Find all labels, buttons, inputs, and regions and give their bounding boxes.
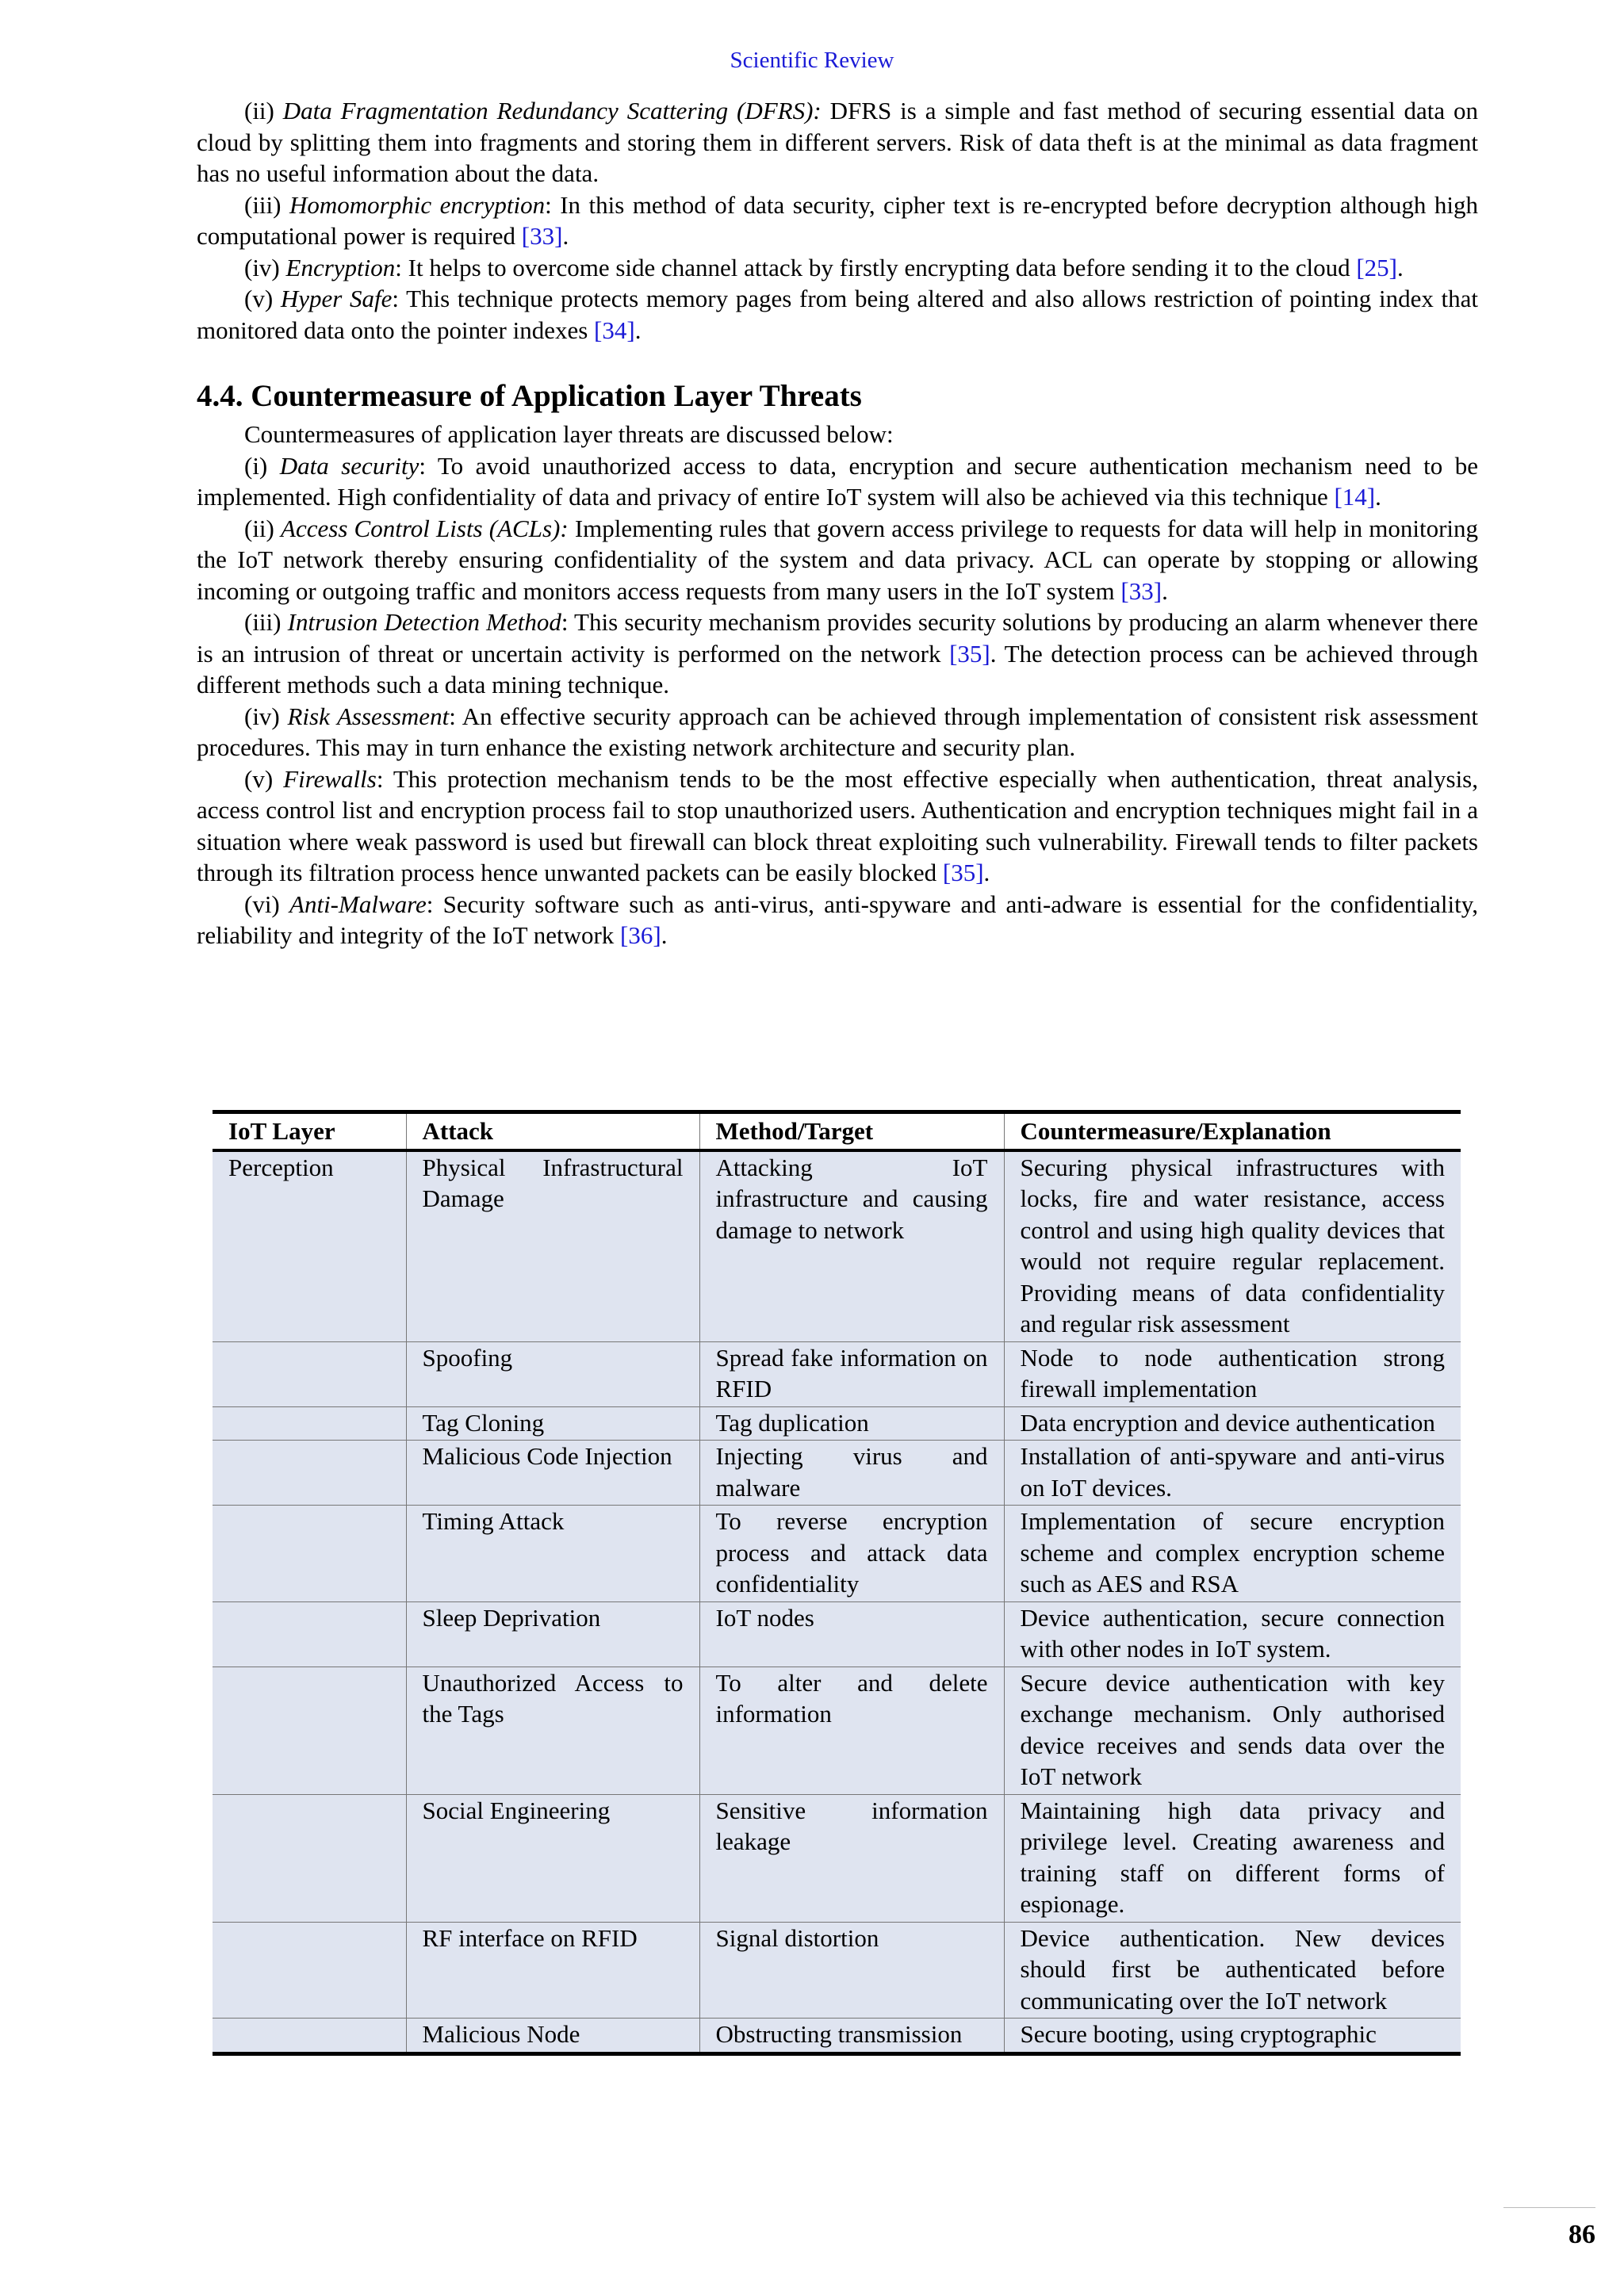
article-body [197,95,1478,951]
citation-link[interactable]: [35] [949,639,990,668]
item-number: (v) [244,285,274,312]
item-term: Data Fragmentation Redundancy Scattering (DFRS): [282,97,822,124]
item-text: : This security mechanism provides security solutions by producing an alarm whenever there is an intrusion of threat or uncertain activity is performed on the network [197,608,1478,668]
cell-iot-layer [213,1406,406,1441]
header-method-target: Method/Target [699,1112,1004,1150]
cell-countermeasure: Secure booting, using cryptographic [1004,2019,1461,2054]
item-text: : It helps to overcome side channel attack by firstly encrypting data before sending it to the cloud [395,253,1357,281]
citation-link[interactable]: [25] [1356,253,1397,281]
cell-iot-layer [213,1506,406,1602]
paragraph [197,95,1478,189]
citation-link[interactable]: [33] [1120,576,1162,605]
header-attack: Attack [406,1112,699,1150]
paragraph: (ii) Access Control Lists (ACLs): Implementing rules that govern access privilege to requests for data will help in monitoring the IoT network thereby ensuring confidentiality of the system and data privacy. ACL can operate by stopping or allowing incoming or outgoing traffic and monitors access requests from many users in the IoT system [33]. [197,514,1479,605]
item-term: Intrusion Detection Method [287,608,561,636]
item-term: Firewalls [283,764,377,793]
section-heading: 4.4. Countermeasure of Application Layer Threats [197,379,862,413]
item-text: : This protection mechanism tends to be the most effective especially when authentication, threat analysis, access control list and encryption process fail to stop unauthorized users. Authentication and encryption techniques might fail in a situation where weak password is used but firewall can block threat exploiting such vulnerability. Firewall tends to filter packets through its filtration process hence unwanted packets can be easily blocked [197,764,1478,886]
item-number: (ii) [244,97,274,124]
item-term: Risk Assessment [287,702,450,730]
item-term: Encryption [285,253,396,281]
item-term: Homomorphic encryption [289,190,546,219]
item-term: Anti-Malware [289,890,427,918]
table-row [213,1667,1461,1794]
item-number: (v) [244,764,274,793]
cell-countermeasure: Device authentication, secure connection with other nodes in IoT system. [1004,1601,1461,1667]
table-body [213,1150,1461,2054]
cell-method-target: Tag duplication [699,1406,1004,1441]
item-text: DFRS is a simple and fast method of securing essential data on cloud by splitting them into fragments and storing them in different servers. Risk of data theft is at the minimal as data fragment has no useful information about the data. [197,97,1478,187]
table-row [213,1150,1461,1342]
table-row [213,2019,1461,2054]
table-row [213,1506,1461,1602]
cell-attack: Physical Infrastructural Damage [406,1150,699,1342]
item-number: (iii) [244,608,282,636]
table-row [213,1441,1461,1506]
table-header-row [213,1112,1461,1150]
cell-method-target: To reverse encryption process and attack data confidentiality [699,1506,1004,1602]
item-number: (iii) [244,190,282,219]
item-term: Hyper Safe [280,285,393,312]
item-text: : To avoid unauthorized access to data, encryption and secure authentication mechanism need to be implemented. High confidentiality of data and privacy of entire IoT system will also be achieved via this technique [197,451,1478,511]
cell-countermeasure: Node to node authentication strong firewall implementation [1004,1341,1461,1406]
cell-method-target: Attacking IoT infrastructure and causing damage to network [699,1150,1004,1342]
cell-iot-layer [213,1601,406,1667]
item-number: (ii) [244,514,274,542]
top-paragraphs [197,95,1478,346]
cell-iot-layer: Perception [213,1150,406,1342]
cell-iot-layer [213,1341,406,1406]
item-text-continued: . The detection process can be achieved through different methods such a data mining technique. [197,639,1478,698]
paragraph [197,701,1478,763]
cell-iot-layer [213,1667,406,1794]
cell-attack: Tag Cloning [406,1406,699,1441]
cell-countermeasure: Installation of anti-spyware and anti-virus on IoT devices. [1004,1441,1461,1506]
cell-method-target: Signal distortion [699,1922,1004,2019]
paragraph: (v) Firewalls: This protection mechanism tends to be the most effective especially when authentication, threat analysis, access control list and encryption process fail to stop unauthorized users. Authentication and encryption techniques might fail in a situation where weak password is used but firewall can block threat exploiting such vulnerability. Firewall tends to filter packets through its filtration process hence unwanted packets can be easily blocked [35]. [197,764,1478,886]
citation-link[interactable]: [34] [594,316,635,344]
cell-countermeasure: Maintaining high data privacy and privilege level. Creating awareness and training staff on different forms of espionage. [1004,1794,1461,1922]
cell-method-target: Spread fake information on RFID [699,1341,1004,1406]
cell-iot-layer [213,1794,406,1922]
citation-link[interactable]: [33] [521,222,563,250]
paragraph: (iii) Homomorphic encryption: In this method of data security, cipher text is re-encrypted before decryption although high computational power is required [33]. [197,190,1478,250]
cell-attack: Sleep Deprivation [406,1601,699,1667]
cell-method-target: Obstructing transmission [699,2019,1004,2054]
cell-countermeasure: Securing physical infrastructures with locks, fire and water resistance, access control and using high quality devices that would not require regular replacement. Providing means of data confidentiality and regular risk assessment [1004,1150,1461,1342]
table-row [213,1794,1461,1922]
section-paragraphs [197,450,1478,951]
cell-attack: RF interface on RFID [406,1922,699,2019]
cell-iot-layer [213,2019,406,2054]
item-number: (iv) [244,253,280,281]
item-term: Data security [279,451,419,480]
cell-attack: Malicious Code Injection [406,1441,699,1506]
item-number: (i) [244,451,268,480]
item-term: Access Control Lists (ACLs): [281,514,569,542]
cell-method-target: To alter and delete information [699,1667,1004,1794]
item-text: : This technique protects memory pages from being altered and also allows restriction of pointing index that monitored data onto the pointer indexes [197,285,1479,344]
cell-attack: Malicious Node [406,2019,699,2054]
item-text: : Security software such as anti-virus, anti-spyware and anti-adware is essential for the confidentiality, reliability and integrity of the IoT network [197,890,1478,949]
citation-link[interactable]: [36] [620,921,661,949]
cell-iot-layer [213,1922,406,2019]
item-number: (iv) [244,702,280,730]
header-countermeasure: Countermeasure/Explanation [1004,1112,1461,1150]
item-number: (vi) [244,890,280,918]
paragraph: (iv) Encryption: It helps to overcome side channel attack by firstly encrypting data before sending it to the cloud [25]. [244,253,1404,281]
cell-iot-layer [213,1441,406,1506]
header-iot-layer: IoT Layer [213,1112,406,1150]
page-number: 86 [1568,2220,1595,2249]
table-row [213,1406,1461,1441]
table-row [213,1601,1461,1667]
cell-attack: Social Engineering [406,1794,699,1922]
cell-countermeasure: Secure device authentication with key exchange mechanism. Only authorised device receives and sends data over the IoT network [1004,1667,1461,1794]
cell-attack: Timing Attack [406,1506,699,1602]
item-text: : In this method of data security, cipher text is re-encrypted before decryption although high computational power is required [197,190,1478,250]
table-row [213,1341,1461,1406]
cell-countermeasure: Device authentication. New devices should first be authenticated before communicating over the IoT network [1004,1922,1461,2019]
citation-link[interactable]: [35] [942,859,984,886]
item-text: : An effective security approach can be achieved through implementation of consistent risk assessment procedures. This may in turn enhance the existing network architecture and security plan. [197,702,1479,761]
page-number-rule [1503,2207,1595,2208]
cell-attack: Unauthorized Access to the Tags [406,1667,699,1794]
cell-method-target: IoT nodes [699,1601,1004,1667]
threat-countermeasure-table [213,1110,1461,2056]
section-intro: Countermeasures of application layer threats are discussed below: [244,420,894,448]
paragraph: (i) Data security: To avoid unauthorized access to data, encryption and secure authentication mechanism need to be implemented. High confidentiality of data and privacy of entire IoT system will also be achieved via this technique [14]. [197,451,1478,511]
cell-method-target: Sensitive information leakage [699,1794,1004,1922]
paragraph: (vi) Anti-Malware: Security software such as anti-virus, anti-spyware and anti-adware is essential for the confidentiality, reliability and integrity of the IoT network [36]. [197,890,1478,949]
cell-attack: Spoofing [406,1341,699,1406]
cell-countermeasure: Implementation of secure encryption scheme and complex encryption scheme such as AES and RSA [1004,1506,1461,1602]
paragraph: (v) Hyper Safe: This technique protects memory pages from being altered and also allows restriction of pointing index that monitored data onto the pointer indexes [34]. [197,285,1479,344]
cell-countermeasure: Data encryption and device authentication [1004,1406,1461,1441]
citation-link[interactable]: [14] [1334,483,1376,511]
table-row [213,1922,1461,2019]
cell-method-target: Injecting virus and malware [699,1441,1004,1506]
paragraph [197,607,1478,701]
running-head: Scientific Review [730,48,894,73]
item-text: Implementing rules that govern access privilege to requests for data will help in monitoring the IoT network thereby ensuring confidentiality of the system and data privacy. ACL can operate by stopping or allowing incoming or outgoing traffic and monitors access requests from many users in the IoT system [197,514,1479,605]
